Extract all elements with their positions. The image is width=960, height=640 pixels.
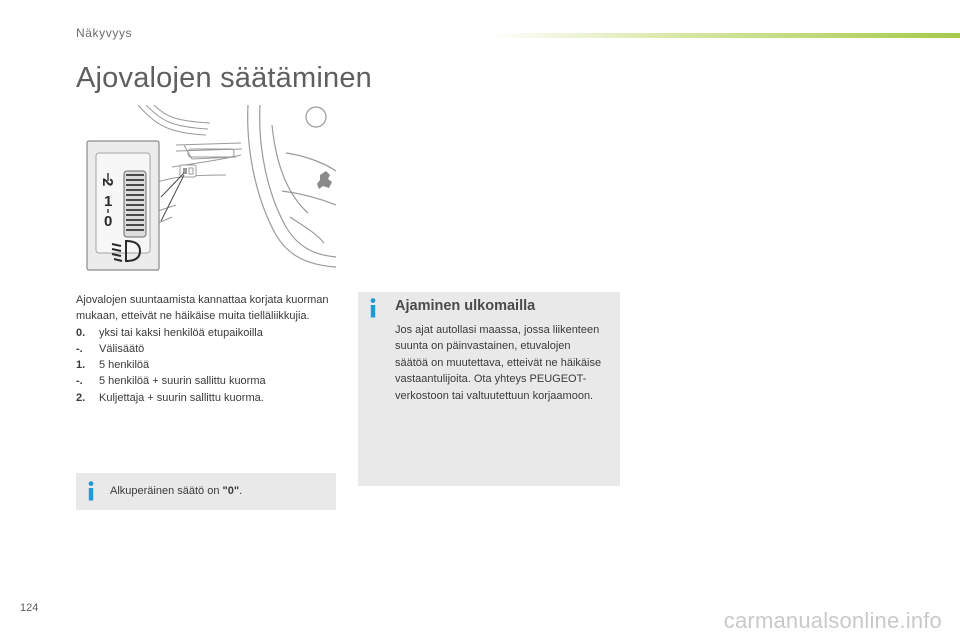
default-setting-note xyxy=(76,473,336,510)
adjuster-zoom-panel xyxy=(87,141,159,270)
setting-text: Välisäätö xyxy=(99,342,145,355)
setting-item xyxy=(76,390,338,406)
setting-key: -. xyxy=(76,375,83,388)
driving-abroad-text: Jos ajat autollasi maassa, jossa liikenteen suunta on päinvastainen, etuvalojen säätöä on muutettava, etteivät ne häikäise vastaantulijoita. Ota yhteys PEUGEOT-verkostoon tai valtuutettuun korjaamoon. xyxy=(395,324,602,402)
body-text xyxy=(76,292,338,406)
note-text-before: Alkuperäinen säätö on xyxy=(110,485,223,497)
info-icon xyxy=(87,481,95,501)
dial-label-0: 0 xyxy=(104,213,113,230)
setting-key: -. xyxy=(76,342,83,355)
peugeot-lion-icon xyxy=(317,171,332,189)
setting-item xyxy=(76,373,338,389)
setting-list xyxy=(76,325,338,406)
setting-item xyxy=(76,357,338,373)
page-number: 124 xyxy=(20,602,39,614)
setting-key: 2. xyxy=(76,391,86,404)
dial-label-1: 1 xyxy=(104,193,113,210)
note-value: "0" xyxy=(222,485,240,497)
driving-abroad-title: Ajaminen ulkomailla xyxy=(395,298,536,314)
dial-label-2: 2 xyxy=(99,178,116,187)
driving-abroad-box xyxy=(358,292,620,486)
setting-text: 5 henkilöä xyxy=(99,359,150,372)
setting-text: Kuljettaja + suurin sallittu kuorma. xyxy=(99,391,264,404)
headlamp-adjuster-illustration xyxy=(76,105,336,275)
setting-key: 1. xyxy=(76,359,86,372)
setting-key: 0. xyxy=(76,326,86,339)
section-label: Näkyvyys xyxy=(76,26,133,40)
page-title: Ajovalojen säätäminen xyxy=(76,62,372,94)
watermark: carmanualsonline.info xyxy=(723,608,942,633)
note-text xyxy=(110,485,242,497)
info-icon xyxy=(369,298,377,318)
header-rule xyxy=(490,33,960,38)
intro-paragraph: Ajovalojen suuntaamista kannattaa korjata kuorman mukaan, etteivät ne häikäise muita tielläliikkujia. xyxy=(76,294,329,323)
note-text-after: . xyxy=(239,485,243,497)
setting-item xyxy=(76,341,338,357)
setting-text: yksi tai kaksi henkilöä etupaikoilla xyxy=(99,326,263,339)
setting-text: 5 henkilöä + suurin sallittu kuorma xyxy=(99,375,266,388)
setting-item xyxy=(76,325,338,341)
